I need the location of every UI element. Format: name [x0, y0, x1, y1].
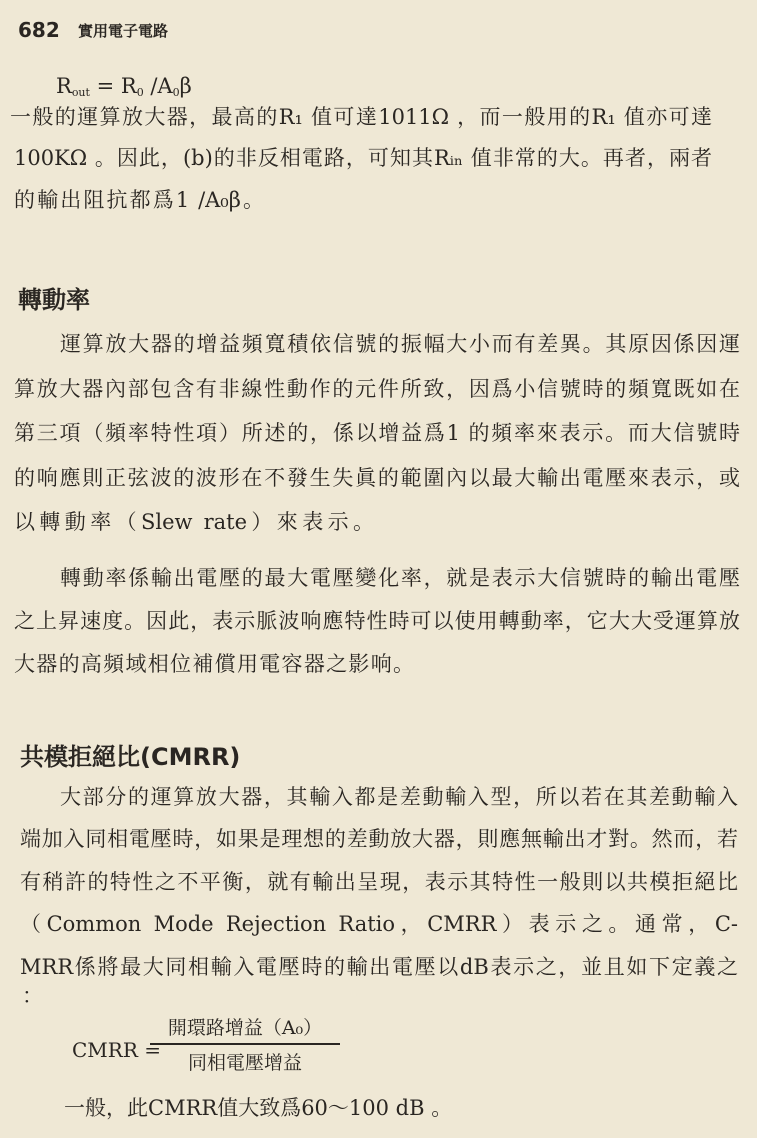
formula-numerator: 開環路增益（A₀） [150, 1013, 340, 1045]
formula-lhs: CMRR = [72, 1038, 162, 1062]
text-line: 算放大器內部包含有非線性動作的元件所致，因爲小信號時的頻寬既如在 [14, 377, 740, 401]
text-line: 運算放大器的增益頻寬積依信號的振幅大小而有差異。其原因係因運 [60, 332, 740, 356]
section-heading-cmrr: 共模拒絕比(CMRR) [20, 743, 241, 771]
text-line: 有稍許的特性之不平衡，就有輸出呈現，表示其特性一般則以共模拒絕比 [20, 870, 738, 894]
closing-line: 一般，此CMRR值大致爲60～100 dB 。 [64, 1096, 453, 1120]
book-title: 實用電子電路 [78, 22, 169, 40]
text-line: 100KΩ 。因此，(b)的非反相電路，可知其Rᵢₙ 值非常的大。再者，兩者 [14, 146, 712, 170]
text-line: 第三項（頻率特性項）所述的，係以增益爲1 的頻率來表示。而大信號時 [14, 421, 740, 445]
text-line: 一般的運算放大器，最高的R₁ 值可達1011Ω ，而一般用的R₁ 值亦可達 [10, 105, 712, 129]
section-heading-slew-rate: 轉動率 [18, 286, 90, 314]
text-line: 的响應則正弦波的波形在不發生失眞的範圍內以最大輸出電壓來表示，或 [14, 466, 740, 490]
eq-sub: 0 [136, 86, 144, 99]
eq-term: β [179, 74, 192, 98]
equation-rout [56, 74, 192, 99]
text-line: 以轉動率（Slew rate）來表示。 [14, 510, 374, 534]
text-line: 之上昇速度。因此，表示脈波响應特性時可以使用轉動率，它大大受運算放 [14, 609, 740, 633]
text-line: MRR係將最大同相輸入電壓時的輸出電壓以dB表示之，並且如下定義之 [20, 955, 738, 979]
text-line: （Common Mode Rejection Ratio，CMRR）表示之。通常，C- [20, 912, 738, 936]
text-line: ： [22, 984, 43, 1008]
formula-fraction [150, 1013, 340, 1075]
text-line: 大部分的運算放大器，其輸入都是差動輸入型，所以若在其差動輸入 [60, 785, 738, 809]
text-line: 大器的高頻域相位補償用電容器之影响。 [14, 652, 414, 676]
text-line: 轉動率係輸出電壓的最大電壓變化率，就是表示大信號時的輸出電壓 [60, 566, 740, 590]
text-line: 的輸出阻抗都爲1 /A₀β。 [14, 188, 264, 212]
eq-sub: out [71, 86, 90, 99]
eq-term: = R [89, 74, 137, 98]
text-line: 端加入同相電壓時，如果是理想的差動放大器，則應無輸出才對。然而，若 [20, 827, 738, 851]
eq-term: /A [143, 74, 173, 98]
formula-denominator: 同相電壓增益 [187, 1052, 302, 1074]
eq-sub: 0 [172, 86, 180, 99]
eq-term: R [56, 74, 72, 98]
page-number: 682 [18, 18, 60, 42]
